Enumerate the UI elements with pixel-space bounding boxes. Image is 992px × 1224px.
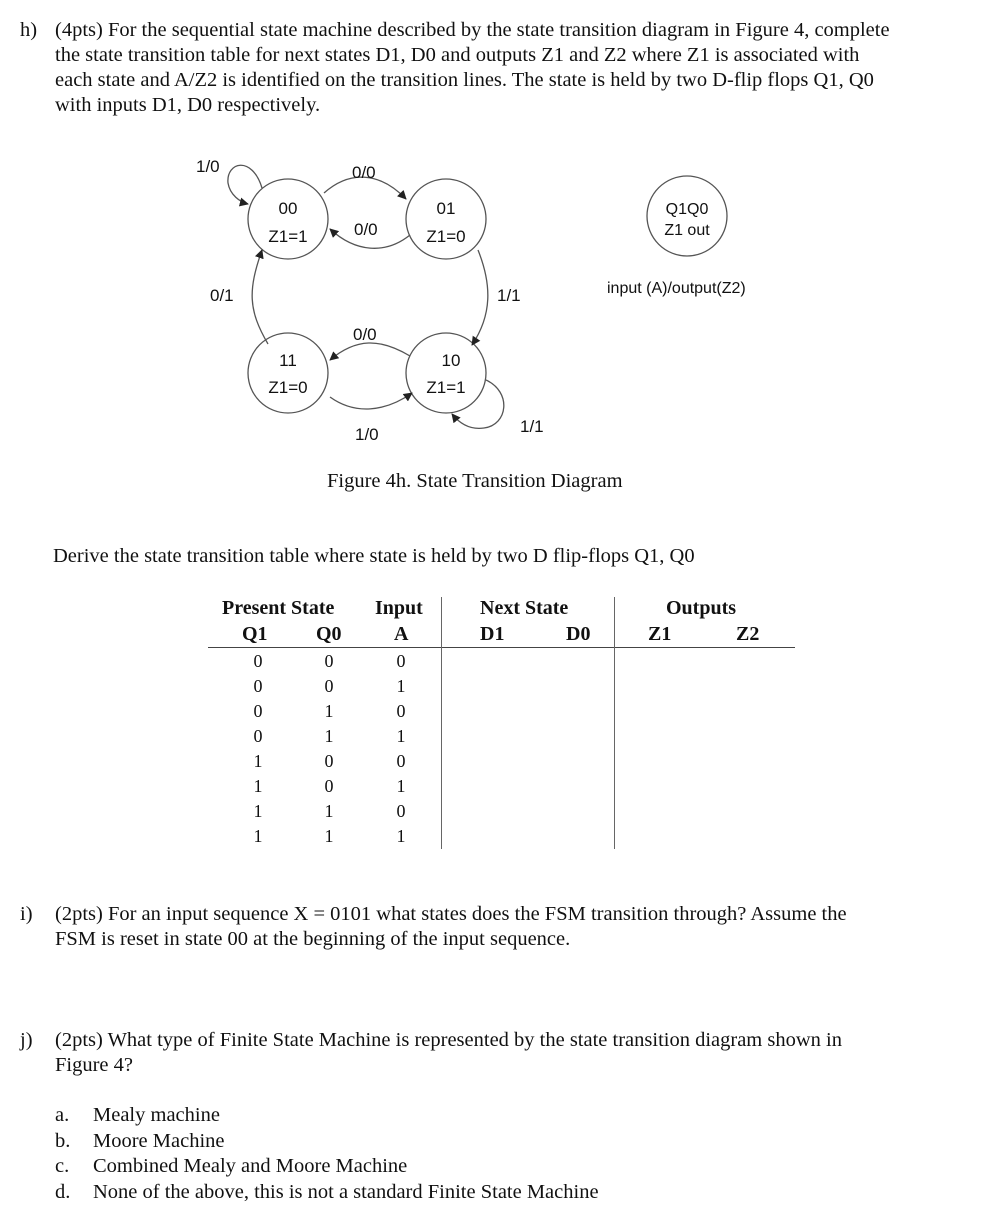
table-cell: 1	[324, 826, 334, 846]
question-i-label: i)	[20, 903, 33, 925]
state-output: Z1=0	[268, 378, 308, 397]
table-cell: 1	[396, 676, 406, 696]
question-i	[20, 902, 980, 954]
question-j	[20, 1028, 980, 1080]
state-code: 11	[279, 351, 297, 370]
table-header-rule	[208, 647, 795, 648]
option-text: Moore Machine	[93, 1130, 225, 1152]
question-j-line: (2pts) What type of Finite State Machine is represented by the state transition diagram shown in	[55, 1029, 842, 1051]
col-z2: Z2	[736, 623, 760, 645]
option-text: Combined Mealy and Moore Machine	[93, 1155, 408, 1177]
question-h-line: each state and A/Z2 is identified on the transition lines. The state is held by two D-flip flops Q1, Q0	[55, 69, 874, 91]
transition-label: 0/0	[354, 220, 378, 239]
table-cell: 1	[253, 751, 263, 771]
state-output: Z1=1	[426, 378, 466, 397]
legend-line2: Z1 out	[664, 222, 710, 239]
transition-label: 1/0	[196, 157, 220, 176]
header-input: Input	[375, 597, 423, 619]
table-cell: 1	[396, 776, 406, 796]
state-code: 00	[278, 199, 298, 218]
question-i-text	[55, 902, 847, 952]
question-j-label: j)	[20, 1029, 33, 1051]
header-next-state: Next State	[480, 597, 569, 619]
col-a: A	[394, 623, 409, 645]
table-cell: 1	[324, 726, 334, 746]
table-cell: 1	[324, 801, 334, 821]
table-cell: 0	[396, 651, 406, 671]
option-letter: b.	[55, 1130, 71, 1152]
question-i-line: FSM is reset in state 00 at the beginning of the input sequence.	[55, 928, 571, 950]
transition-11-to-10	[330, 393, 412, 409]
state-11-circle	[248, 333, 328, 413]
col-q0: Q0	[316, 623, 342, 645]
transition-label: 0/1	[210, 286, 234, 305]
col-q1: Q1	[242, 623, 268, 645]
transition-label: 0/0	[352, 163, 376, 182]
state-code: 01	[436, 199, 456, 218]
table-cell: 0	[396, 801, 406, 821]
question-h-label: h)	[20, 19, 38, 41]
col-z1: Z1	[648, 623, 672, 645]
legend-note: input (A)/output(Z2)	[607, 280, 746, 297]
option-text: Mealy machine	[93, 1104, 220, 1126]
table-cell: 0	[253, 726, 263, 746]
derive-instruction: Derive the state transition table where state is held by two D flip-flops Q1, Q0	[53, 545, 695, 567]
transition-label: 1/1	[497, 286, 521, 305]
question-i-line: (2pts) For an input sequence X = 0101 what states does the FSM transition through? Assume the	[55, 903, 847, 925]
table-cell: 0	[324, 751, 334, 771]
table-cell: 1	[253, 801, 263, 821]
table-cell: 0	[253, 701, 263, 721]
transition-label: 1/0	[355, 425, 379, 444]
table-cell: 0	[253, 651, 263, 671]
transition-01-to-10	[472, 250, 488, 345]
state-output: Z1=1	[268, 227, 308, 246]
table-cell: 1	[396, 826, 406, 846]
table-cell: 0	[324, 776, 334, 796]
state-00-circle	[248, 179, 328, 259]
table-divider-outputs	[614, 597, 615, 849]
col-d1: D1	[480, 623, 505, 645]
question-h-line: the state transition table for next states D1, D0 and outputs Z1 and Z2 where Z1 is associated with	[55, 44, 860, 66]
state-transition-diagram	[0, 0, 992, 470]
table-divider-input	[441, 597, 442, 849]
question-h-line: with inputs D1, D0 respectively.	[55, 94, 321, 116]
table-cell: 1	[253, 776, 263, 796]
table-cell: 1	[324, 701, 334, 721]
state-10-circle	[406, 333, 486, 413]
transition-label: 0/0	[353, 325, 377, 344]
table-cell: 0	[324, 676, 334, 696]
option-text: None of the above, this is not a standard Finite State Machine	[93, 1181, 599, 1203]
table-cell: 0	[324, 651, 334, 671]
state-output: Z1=0	[426, 227, 466, 246]
table-cell: 0	[396, 701, 406, 721]
header-outputs: Outputs	[666, 597, 737, 619]
transition-00-self	[228, 165, 262, 204]
table-cell: 1	[396, 726, 406, 746]
figure-caption: Figure 4h. State Transition Diagram	[327, 470, 623, 492]
header-present-state: Present State	[222, 597, 335, 619]
state-01-circle	[406, 179, 486, 259]
option-letter: a.	[55, 1104, 70, 1126]
question-j-line: Figure 4?	[55, 1054, 133, 1076]
state-code: 10	[441, 351, 461, 370]
legend-line1: Q1Q0	[665, 201, 709, 218]
question-h-line: (4pts) For the sequential state machine described by the state transition diagram in Figure 4, complete	[55, 19, 890, 41]
transition-10-to-11	[330, 343, 410, 360]
transition-11-to-00	[252, 250, 268, 344]
table-cell: 0	[396, 751, 406, 771]
table-cell: 1	[253, 826, 263, 846]
question-j-text	[55, 1028, 842, 1078]
option-letter: d.	[55, 1181, 71, 1203]
col-d0: D0	[566, 623, 591, 645]
table-cell: 0	[253, 676, 263, 696]
transition-label: 1/1	[520, 417, 544, 436]
option-letter: c.	[55, 1155, 70, 1177]
